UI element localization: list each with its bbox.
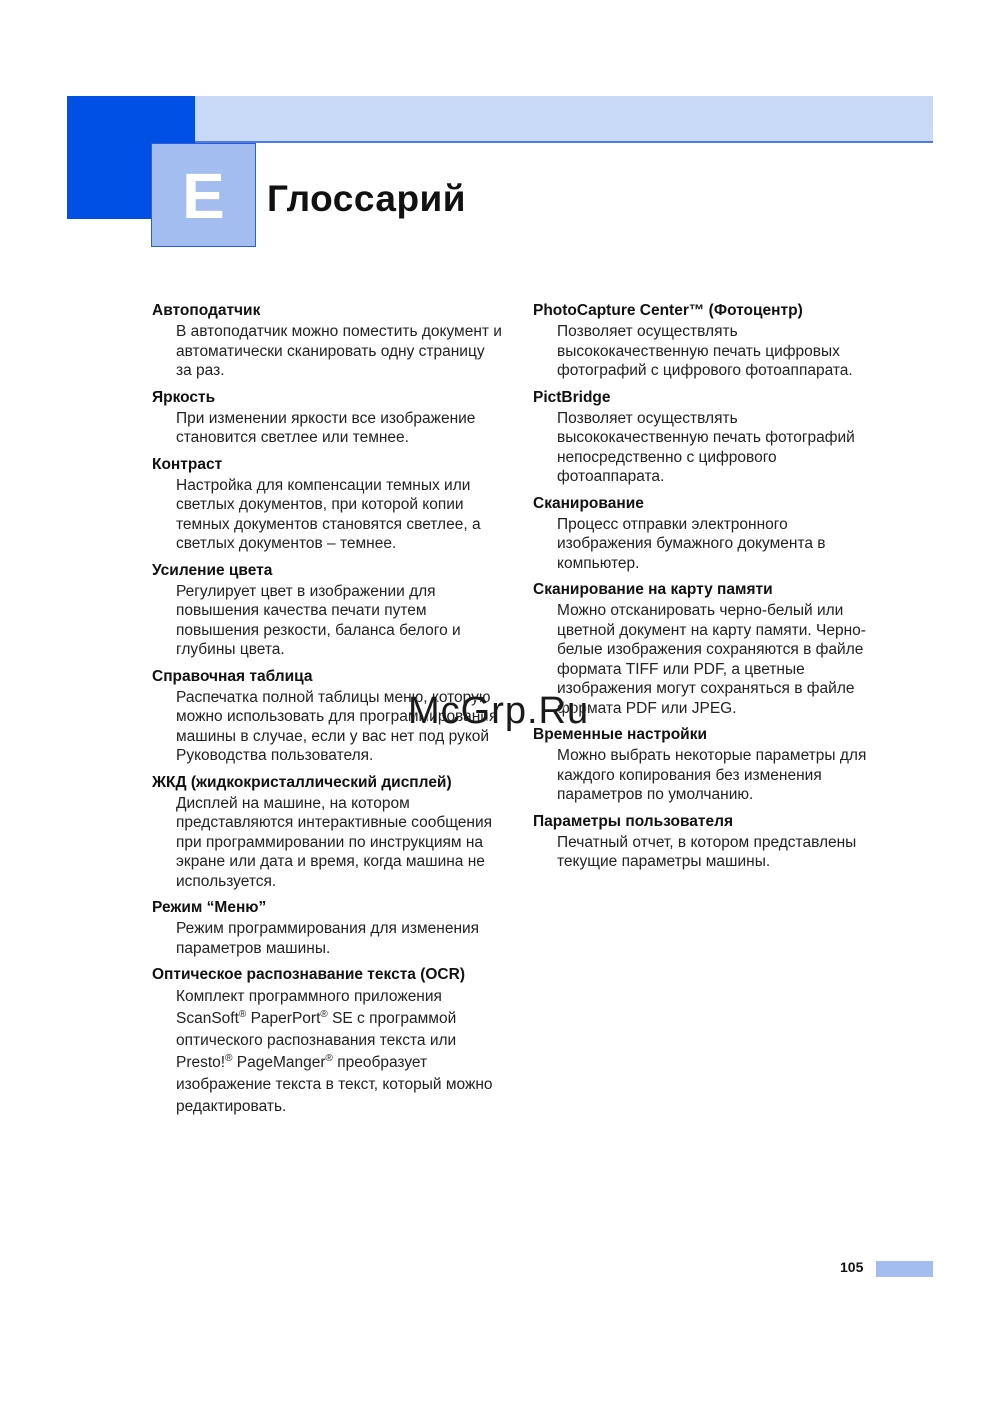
- glossary-entry: [533, 493, 883, 574]
- page-number-bar: [876, 1261, 933, 1277]
- glossary-definition: Печатный отчет, в котором представлены текущие параметры машины.: [557, 833, 857, 870]
- glossary-entry: [533, 811, 883, 872]
- glossary-term: Сканирование: [533, 494, 644, 512]
- glossary-term: ЖКД (жидкокристаллический дисплей): [152, 773, 452, 791]
- glossary-term: Параметры пользователя: [533, 812, 733, 830]
- glossary-term: Автоподатчик: [152, 302, 261, 319]
- ocr-text-5: преобразует изображение текста в текст, который можно редактировать.: [176, 1054, 493, 1115]
- chapter-header-band: [67, 96, 933, 143]
- registered-mark: ®: [325, 1053, 333, 1064]
- glossary-definition: Распечатка полной таблицы меню, которую можно использовать для программирования машины в случае, если у вас нет под рукой Руководства пользователя.: [176, 688, 498, 764]
- glossary-right-column: [533, 300, 883, 878]
- watermark: McGrp.Ru: [408, 690, 590, 732]
- glossary-entry: [152, 300, 502, 381]
- glossary-definition: Позволяет осуществлять высококачественную печать цифровых фотографий с цифрового фотоаппарата.: [557, 323, 853, 379]
- chapter-header-rule: [195, 141, 933, 143]
- glossary-term: PhotoCapture Center™ (Фотоцентр): [533, 302, 803, 319]
- glossary-entry: [152, 772, 502, 892]
- chapter-letter-box: E: [151, 143, 256, 247]
- glossary-definition: Настройка для компенсации темных или светлых документов, при которой копии темных документов становятся светлее, а светлых документов – темнее.: [176, 476, 481, 552]
- glossary-entry: [152, 897, 502, 958]
- glossary-entry: [152, 560, 502, 660]
- glossary-entry: [152, 454, 502, 554]
- glossary-definition: Регулирует цвет в изображении для повышения качества печати путем повышения резкости, баланса белого и глубины цвета.: [176, 582, 461, 658]
- glossary-term: Сканирование на карту памяти: [533, 581, 773, 598]
- glossary-definition: Режим программирования для изменения параметров машины.: [176, 920, 480, 957]
- glossary-entry: [533, 387, 883, 487]
- registered-mark: ®: [238, 1009, 247, 1020]
- registered-mark: ®: [320, 1009, 328, 1020]
- page-number: 105: [840, 1259, 864, 1275]
- ocr-text-1: Комплект программного приложения ScanSoft: [176, 988, 442, 1027]
- ocr-text-4: PageManger: [232, 1054, 326, 1071]
- glossary-definition: Процесс отправки электронного изображения бумажного документа в компьютер.: [557, 515, 826, 572]
- glossary-term: Справочная таблица: [152, 667, 313, 685]
- glossary-definition: При изменении яркости все изображение становится светлее или темнее.: [176, 409, 476, 446]
- ocr-text-3: SE с программой оптического распознавания текста или Presto!: [176, 1010, 457, 1071]
- chapter-title: Глоссарий: [267, 178, 467, 219]
- glossary-definition: Можно отсканировать черно-белый или цветной документ на карту памяти. Черно-белые изображения сохраняются в файле формата TIFF или PDF, а цветные изображения могут сохраняться в файле формата PDF или JPEG.: [557, 602, 866, 717]
- glossary-term: Оптическое распознавание текста (OCR): [152, 966, 465, 983]
- glossary-term: Яркость: [152, 388, 216, 406]
- glossary-term: Режим “Меню”: [152, 899, 267, 916]
- glossary-entry: [152, 387, 502, 448]
- glossary-term: Временные настройки: [533, 726, 707, 743]
- glossary-definition: [152, 986, 502, 1118]
- registered-mark: ®: [225, 1053, 233, 1064]
- glossary-term: Усиление цвета: [152, 561, 273, 579]
- glossary-term: Контраст: [152, 455, 223, 473]
- glossary-definition: Дисплей на машине, на котором представляются интерактивные сообщения при программировании по инструкциям на экране или дата и время, когда машина не используется.: [176, 794, 493, 890]
- glossary-definition: Можно выбрать некоторые параметры для каждого копирования без изменения параметров по умолчанию.: [557, 747, 867, 803]
- glossary-definition: Позволяет осуществлять высококачественную печать фотографий непосредственно с цифрового фотоаппарата.: [557, 409, 855, 485]
- glossary-term: PictBridge: [533, 388, 611, 406]
- glossary-definition: В автоподатчик можно поместить документ и автоматически сканировать одну страницу за раз.: [176, 323, 502, 379]
- ocr-text-2: PaperPort: [246, 1010, 321, 1027]
- glossary-entry: [533, 300, 883, 381]
- glossary-entry-ocr: [152, 964, 502, 1118]
- glossary-entry: [533, 724, 883, 805]
